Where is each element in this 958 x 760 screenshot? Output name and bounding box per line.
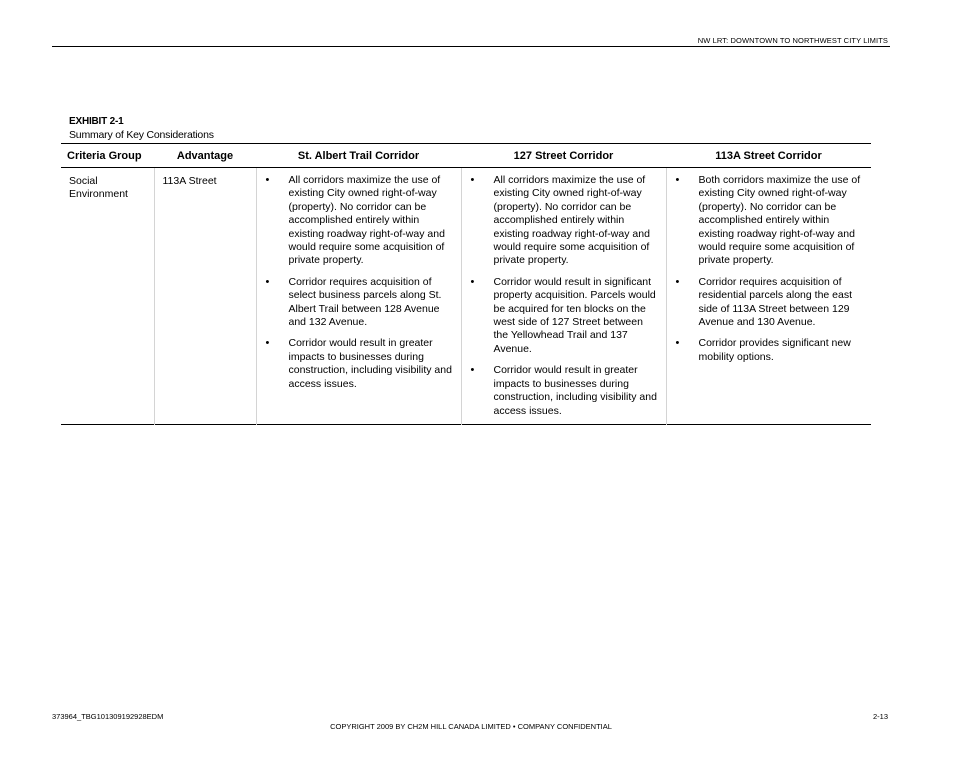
list-item: • Corridor would result in greater impacts to businesses during construction, including visibility and access issues.	[265, 337, 455, 391]
list-item: • All corridors maximize the use of existing City owned right-of-way (property). No corridor can be accomplished entirely within existing roadway right-of-way and would require some acquisition of private property.	[470, 174, 660, 268]
criteria-group-cell: Social Environment	[69, 175, 128, 201]
list-item: • Both corridors maximize the use of existing City owned right-of-way (property). No corridor can be accomplished entirely within existing roadway right-of-way and would require some acquisition of private property.	[675, 174, 866, 268]
key-considerations-table	[61, 143, 871, 425]
column-header-113a-street: 113A Street Corridor	[666, 144, 871, 168]
column-header-advantage: Advantage	[154, 144, 256, 168]
column-header-127-street: 127 Street Corridor	[461, 144, 666, 168]
copyright-notice: COPYRIGHT 2009 BY CH2M HILL CANADA LIMITED • COMPANY CONFIDENTIAL	[330, 722, 612, 731]
column-header-criteria-group: Criteria Group	[61, 144, 154, 168]
page-number: 2-13	[872, 712, 888, 721]
list-item: • Corridor requires acquisition of select business parcels along St. Albert Trail between 128 Avenue and 132 Avenue.	[265, 276, 455, 330]
table-row	[61, 168, 871, 425]
advantage-cell: 113A Street	[154, 168, 256, 425]
113a-street-cell	[666, 168, 871, 425]
list-item: • Corridor provides significant new mobility options.	[675, 337, 866, 364]
header-rule	[52, 46, 890, 47]
column-header-st-albert-trail: St. Albert Trail Corridor	[256, 144, 461, 168]
bullet-list	[470, 174, 660, 418]
st-albert-trail-cell	[256, 168, 461, 425]
running-header: NW LRT: DOWNTOWN TO NORTHWEST CITY LIMITS	[697, 36, 888, 45]
bullet-list	[265, 174, 455, 391]
list-item: • All corridors maximize the use of existing City owned right-of-way (property). No corridor can be accomplished entirely within existing roadway right-of-way and would require some acquisition of private property.	[265, 174, 455, 268]
table-header-row	[61, 144, 871, 168]
127-street-cell	[461, 168, 666, 425]
list-item: • Corridor requires acquisition of residential parcels along the east side of 113A Street between 129 Avenue and 130 Avenue.	[675, 276, 866, 330]
list-item: • Corridor would result in greater impacts to businesses during construction, including visibility and access issues.	[470, 364, 660, 418]
bullet-list	[675, 174, 866, 364]
exhibit-label: EXHIBIT 2-1	[69, 116, 124, 127]
exhibit-caption: Summary of Key Considerations	[69, 129, 214, 141]
document-id: 373964_TBG101309192928EDM	[52, 712, 164, 721]
list-item: • Corridor would result in significant property acquisition. Parcels would be acquired for ten blocks on the west side of 127 Street between the Yellowhead Trail and 137 Avenue.	[470, 276, 660, 356]
